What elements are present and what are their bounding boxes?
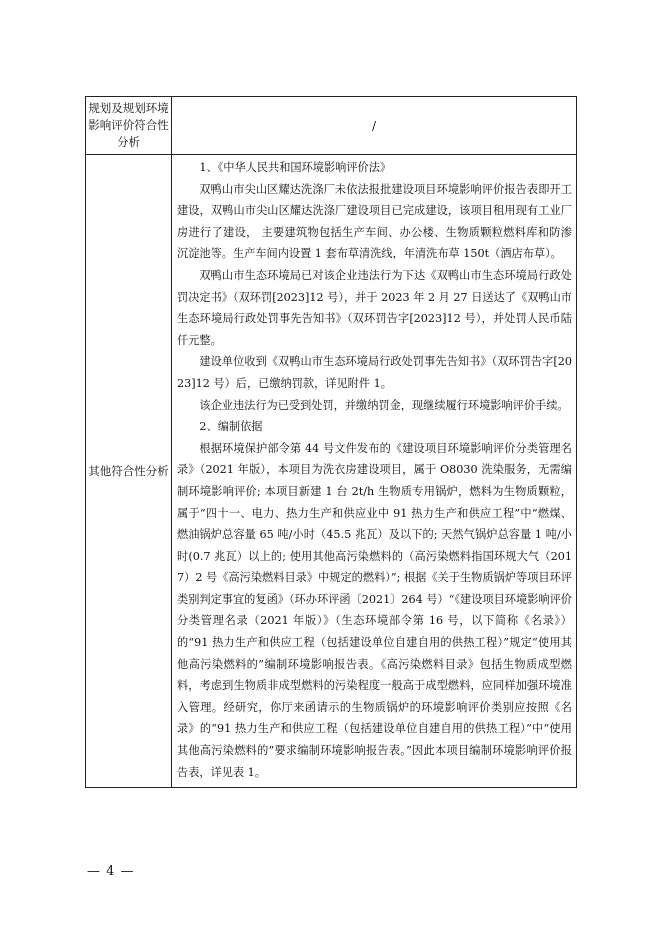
row-content-other (172, 155, 577, 788)
compliance-table (85, 96, 577, 788)
paragraph: 该企业违法行为已受到处罚，并缴纳罚金，现继续履行环境影响评价手续。 (199, 398, 569, 412)
row-value-planning: / (172, 97, 577, 155)
row-label-other: 其他符合性分析 (86, 155, 172, 788)
table-row-planning (86, 97, 577, 155)
paragraph: 双鸭山市尖山区耀达洗涤厂未依法报批建设项目环境影响评价报告表即开工建设，双鸭山市尖山区耀达洗涤厂建设项目已完成建设，该项目租用现有工业厂房进行了建设， 主要建筑物包括生产车间、办公楼、生物质颗粒燃料库和防渗沉淀池等。生产车间内设置 1 套布草清洗线，年清洗布草 150t（酒店布草）。 (177, 182, 572, 261)
paragraph: 根据环境保护部令第 44 号文件发布的《建设项目环境影响评价分类管理名录》（2021 年版），本项目为洗衣房建设项目，属于 O8030 洗染服务，无需编制环境影响评价; 本项目新建 1 台 2t/h 生物质专用锅炉，燃料为生物质颗粒，属于“四十一、电力、热力生产和供应业中 91 热力生产和供应工程”中“燃煤、燃油锅炉总容量 65 吨/小时（45.5 兆瓦）及以下的; 天然气锅炉总容量 1 吨/小时(0.7 兆瓦）以上的; 使用其他高污染燃料的（高污染燃料指国环规大气（2017）2 号《高污染燃料目录》中规定的燃料）”; 根据《关于生物质锅炉等项目环评类别判定事宜的复函》（环办环评函〔2021〕264 号）“《建设项目环境影响评价分类管理名录（2021 年版）》（生态环境部令第 16 号，以下简称《名录》）的“91 热力生产和供应工程（包括建设单位自建自用的供热工程）”规定“使用其他高污染燃料的”编制环境影响报告表。《高污染燃料目录》包括生物质成型燃料，考虑到生物质非成型燃料的污染程度一般高于成型燃料，应同样加强环境准入管理。经研究，你厅来函请示的生物质锅炉的环境影响评价类别应按照《名录》的“91 热力生产和供应工程（包括建设单位自建自用的供热工程）”中“使用其他高污染燃料的”要求编制环境影响报告表。”因此本项目编制环境影响评价报告表，详见表 1。 (177, 441, 572, 779)
paragraph-heading-2: 2、编制依据 (199, 420, 263, 434)
page-number: — 4 — (87, 864, 135, 879)
row-label-planning: 规划及规划环境影响评价符合性分析 (86, 97, 172, 155)
paragraph-heading-1: 1、《中华人民共和国环境影响评价法》 (199, 161, 392, 174)
paragraph: 双鸭山市生态环境局已对该企业违法行为下达《双鸭山市生态环境局行政处罚决定书》（双环罚[2023]12 号），并于 2023 年 2 月 27 日送达了《双鸭山市生态环境局行政处罚事先告知书》（双环罚告字[2023]12 号），并处罚人民币陆仟元整。 (177, 268, 572, 347)
table-row-other (86, 155, 577, 788)
paragraph: 建设单位收到《双鸭山市生态环境局行政处罚事先告知书》（双环罚告字[2023]12 号）后，已缴纳罚款，详见附件 1。 (177, 355, 572, 390)
